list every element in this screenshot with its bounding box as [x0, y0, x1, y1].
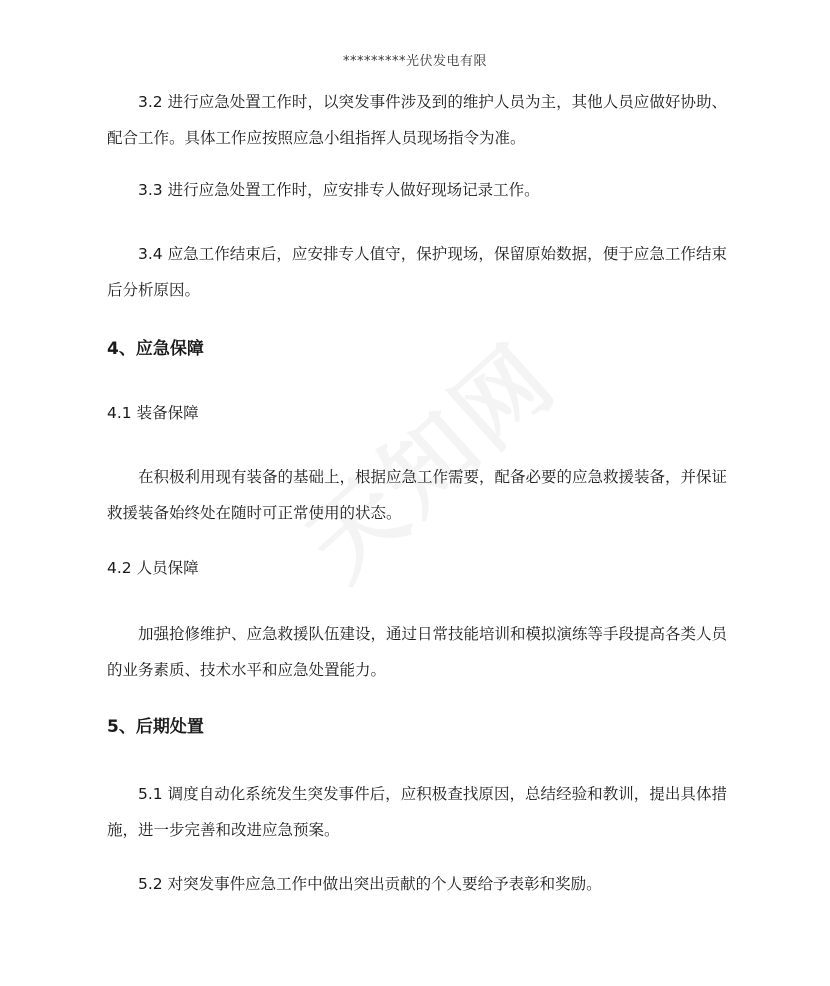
- paragraph-3-4: 3.4 应急工作结束后，应安排专人值守，保护现场，保留原始数据，便于应急工作结束后分析原因。: [107, 245, 727, 299]
- subsection-heading-4-2: 4.2 人员保障: [107, 559, 199, 577]
- paragraph-3-3: 3.3 进行应急处置工作时，应安排专人做好现场记录工作。: [138, 181, 540, 199]
- section-heading-5: 5、后期处置: [107, 717, 204, 737]
- page-header: *********光伏发电有限: [342, 54, 487, 69]
- paragraph-5-1: 5.1 调度自动化系统发生突发事件后，应积极查找原因，总结经验和教训，提出具体措施，进一步完善和改进应急预案。: [107, 785, 727, 839]
- paragraph-4-2: 加强抢修维护、应急救援队伍建设，通过日常技能培训和模拟演练等手段提高各类人员的业务素质、技术水平和应急处置能力。: [107, 625, 728, 679]
- paragraph-3-2: 3.2 进行应急处置工作时，以突发事件涉及到的维护人员为主，其他人员应做好协助、配合工作。具体工作应按照应急小组指挥人员现场指令为准。: [107, 93, 727, 147]
- section-heading-4: 4、应急保障: [107, 339, 204, 359]
- watermark: [274, 309, 581, 604]
- paragraph-4-1: 在积极利用现有装备的基础上，根据应急工作需要，配备必要的应急救援装备，并保证救援装备始终处在随时可正常使用的状态。: [107, 468, 728, 522]
- subsection-heading-4-1: 4.1 装备保障: [107, 404, 199, 422]
- paragraph-5-2: 5.2 对突发事件应急工作中做出突出贡献的个人要给予表彰和奖励。: [138, 875, 602, 893]
